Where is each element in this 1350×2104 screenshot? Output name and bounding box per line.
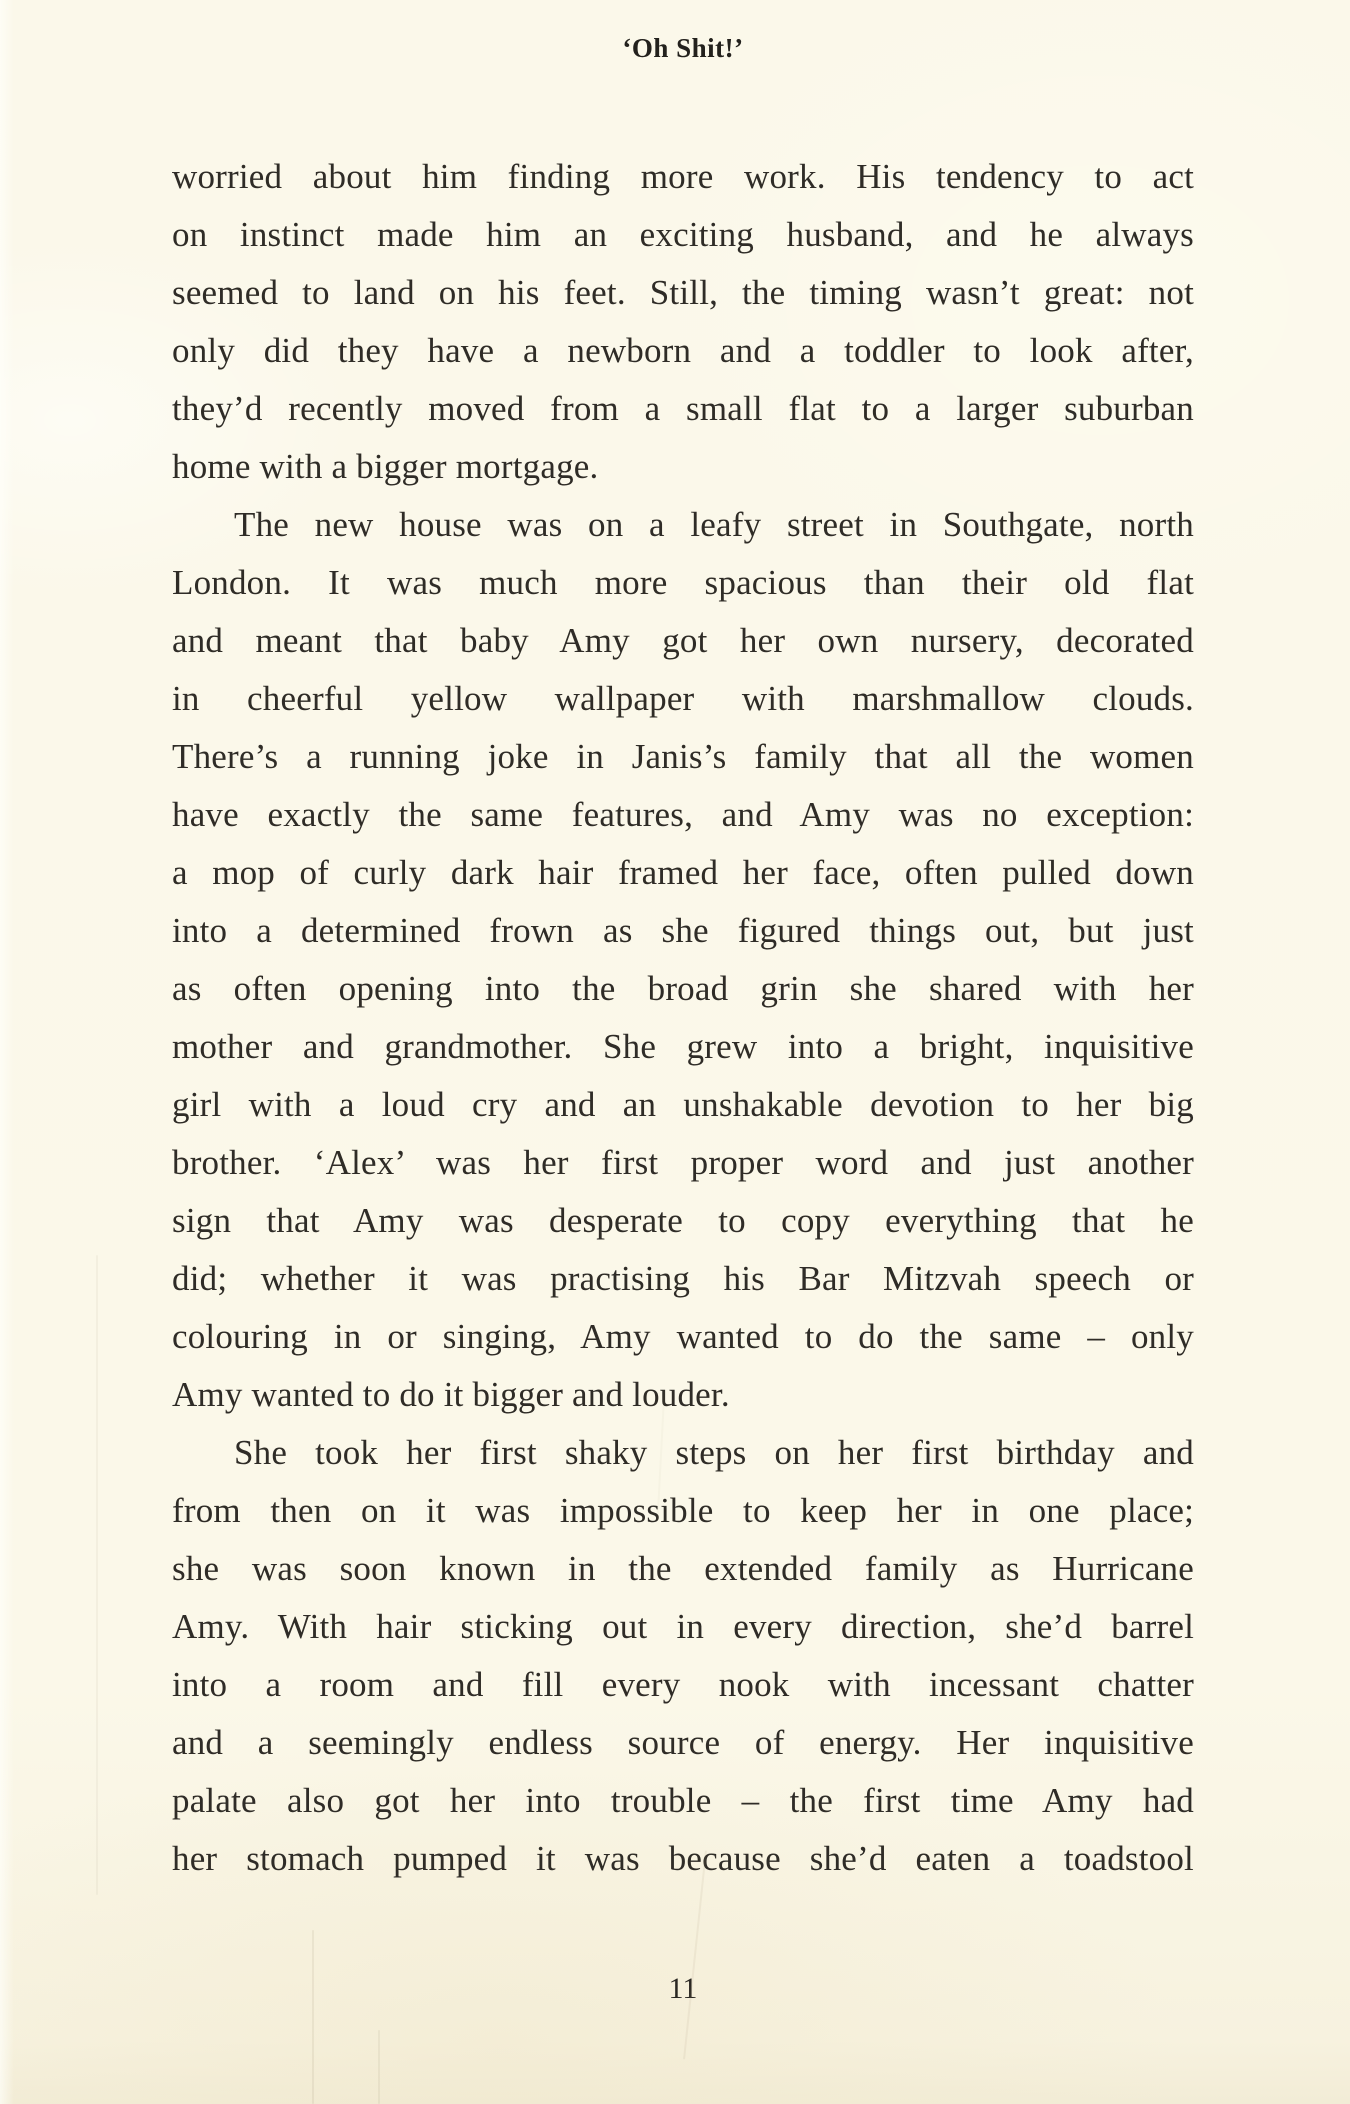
text-line: did; whether it was practising his Bar Mitzvah speech or (172, 1259, 1194, 1298)
text-line: in cheerful yellow wallpaper with marshmallow clouds. (172, 679, 1194, 718)
text-line: worried about him finding more work. His tendency to act (172, 157, 1194, 196)
text-line: have exactly the same features, and Amy was no exception: (172, 795, 1194, 834)
text-line: palate also got her into trouble – the first time Amy had (172, 1781, 1194, 1820)
text-line: sign that Amy was desperate to copy everything that he (172, 1201, 1194, 1240)
text-line: seemed to land on his feet. Still, the timing wasn’t great: not (172, 273, 1194, 312)
text-line: into a determined frown as she figured things out, but just (172, 911, 1194, 950)
text-line: London. It was much more spacious than their old flat (172, 563, 1194, 602)
paper-crease (312, 1930, 314, 2104)
text-line: a mop of curly dark hair framed her face, often pulled down (172, 853, 1194, 892)
text-line: into a room and fill every nook with incessant chatter (172, 1665, 1194, 1704)
text-line: on instinct made him an exciting husband, and he always (172, 215, 1194, 254)
paper-crease (378, 2030, 380, 2104)
text-line: they’d recently moved from a small flat to a larger suburban (172, 389, 1194, 428)
text-line: There’s a running joke in Janis’s family that all the women (172, 737, 1194, 776)
text-line: she was soon known in the extended family as Hurricane (172, 1549, 1194, 1588)
text-line: as often opening into the broad grin she shared with her (172, 969, 1194, 1008)
text-line: Amy wanted to do it bigger and louder. (172, 1375, 730, 1414)
text-line: and meant that baby Amy got her own nursery, decorated (172, 621, 1194, 660)
text-line: The new house was on a leafy street in Southgate, north (234, 505, 1194, 544)
page-left-edge-light (0, 0, 14, 2104)
text-line: brother. ‘Alex’ was her first proper word and just another (172, 1143, 1194, 1182)
text-line: She took her first shaky steps on her first birthday and (234, 1433, 1194, 1472)
page-number: 11 (668, 1972, 698, 2005)
text-line: girl with a loud cry and an unshakable devotion to her big (172, 1085, 1194, 1124)
running-header: ‘Oh Shit!’ (622, 33, 744, 63)
text-line: colouring in or singing, Amy wanted to do the same – only (172, 1317, 1194, 1356)
text-line: from then on it was impossible to keep her in one place; (172, 1491, 1194, 1530)
text-line: her stomach pumped it was because she’d eaten a toadstool (172, 1839, 1194, 1878)
paper-crease (96, 1255, 98, 1895)
text-body (172, 148, 1194, 1888)
text-line: and a seemingly endless source of energy. Her inquisitive (172, 1723, 1194, 1762)
text-line: Amy. With hair sticking out in every direction, she’d barrel (172, 1607, 1194, 1646)
text-line: mother and grandmother. She grew into a bright, inquisitive (172, 1027, 1194, 1066)
text-line: only did they have a newborn and a toddler to look after, (172, 331, 1194, 370)
text-line: home with a bigger mortgage. (172, 447, 599, 486)
